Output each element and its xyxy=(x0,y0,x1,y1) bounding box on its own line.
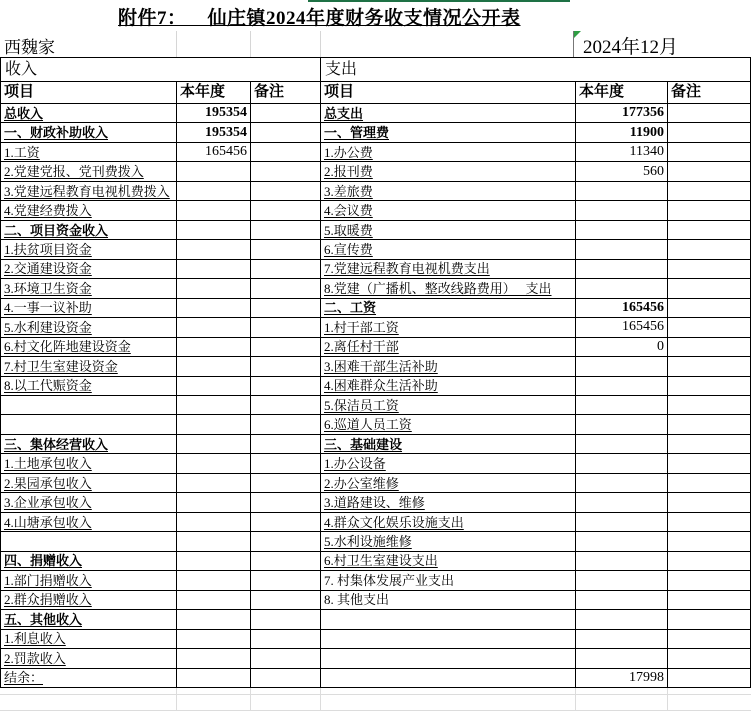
income-item-cell: 2.交通建设资金 xyxy=(1,260,177,279)
income-note-cell xyxy=(251,435,321,454)
income-note-cell xyxy=(251,396,321,415)
expense-item-cell: 7. 村集体发展产业支出 xyxy=(321,571,576,590)
expense-item-cell xyxy=(321,649,576,668)
expense-note-cell xyxy=(668,279,751,298)
income-value-cell xyxy=(177,552,251,571)
expense-note-cell xyxy=(668,649,751,668)
expense-item-cell: 总支出 xyxy=(321,104,576,123)
cell-note-triangle-icon xyxy=(574,31,581,38)
income-note-cell xyxy=(251,513,321,532)
gridline xyxy=(575,688,576,711)
income-item-cell: 1.利息收入 xyxy=(1,630,177,649)
income-note-cell xyxy=(251,377,321,396)
expense-item-cell: 2.报刊费 xyxy=(321,162,576,181)
expense-note-cell xyxy=(668,182,751,201)
income-item-cell: 2.果园承包收入 xyxy=(1,474,177,493)
income-item-cell: 3.企业承包收入 xyxy=(1,493,177,512)
income-item-cell: 1.扶贫项目资金 xyxy=(1,240,177,259)
income-item-cell: 2.罚款收入 xyxy=(1,649,177,668)
expense-value-cell xyxy=(576,415,668,434)
income-value-cell: 195354 xyxy=(177,123,251,142)
expense-note-cell xyxy=(668,610,751,629)
income-note-cell xyxy=(251,357,321,376)
expense-value-cell: 165456 xyxy=(576,318,668,337)
income-item-cell: 1.部门捐赠收入 xyxy=(1,571,177,590)
income-value-cell xyxy=(177,240,251,259)
income-value-cell xyxy=(177,357,251,376)
income-value-cell: 165456 xyxy=(177,143,251,162)
income-value-cell xyxy=(177,279,251,298)
income-value-cell xyxy=(177,454,251,473)
expense-note-cell xyxy=(668,162,751,181)
expense-note-cell xyxy=(668,357,751,376)
income-item-cell: 2.群众捐赠收入 xyxy=(1,591,177,610)
income-value-cell xyxy=(177,221,251,240)
expense-note-cell xyxy=(668,240,751,259)
income-item-cell: 三、集体经营收入 xyxy=(1,435,177,454)
finance-table xyxy=(0,57,751,688)
income-value-cell xyxy=(177,162,251,181)
income-value-cell xyxy=(177,182,251,201)
gridline xyxy=(320,31,321,57)
expense-note-cell xyxy=(668,318,751,337)
expense-note-cell xyxy=(668,104,751,123)
income-value-cell xyxy=(177,669,251,688)
expense-note-cell xyxy=(668,396,751,415)
income-section-header: 收入 xyxy=(1,58,321,82)
expense-item-cell: 8.党建（广播机、整改线路费用） 支出 xyxy=(321,279,576,298)
gridline xyxy=(176,688,177,711)
income-value-cell xyxy=(177,610,251,629)
expense-item-cell: 8. 其他支出 xyxy=(321,591,576,610)
income-note-cell xyxy=(251,162,321,181)
page-title: 附件7： 仙庄镇2024年度财务收支情况公开表 xyxy=(118,8,521,29)
expense-value-cell: 177356 xyxy=(576,104,668,123)
expense-value-cell xyxy=(576,571,668,590)
expense-note-cell xyxy=(668,435,751,454)
gridline xyxy=(320,688,321,711)
income-year-column-header: 本年度 xyxy=(177,82,251,104)
income-value-cell xyxy=(177,318,251,337)
expense-note-cell xyxy=(668,143,751,162)
expense-item-cell: 2.办公室维修 xyxy=(321,474,576,493)
expense-item-cell: 1.村干部工资 xyxy=(321,318,576,337)
period-cell xyxy=(573,31,750,57)
expense-note-cell xyxy=(668,454,751,473)
income-value-cell xyxy=(177,260,251,279)
expense-item-cell: 4.群众文化娱乐设施支出 xyxy=(321,513,576,532)
expense-value-cell: 11900 xyxy=(576,123,668,142)
income-item-cell xyxy=(1,415,177,434)
gridline xyxy=(667,688,668,711)
income-value-cell xyxy=(177,396,251,415)
expense-value-cell xyxy=(576,532,668,551)
income-note-cell xyxy=(251,240,321,259)
expense-note-cell xyxy=(668,532,751,551)
gridline xyxy=(250,688,251,711)
expense-item-cell: 6.宣传费 xyxy=(321,240,576,259)
expense-note-cell xyxy=(668,552,751,571)
income-item-cell: 8.以工代赈资金 xyxy=(1,377,177,396)
income-note-cell xyxy=(251,415,321,434)
expense-value-cell xyxy=(576,552,668,571)
expense-item-cell: 3.困难干部生活补助 xyxy=(321,357,576,376)
income-item-cell: 4.一事一议补助 xyxy=(1,299,177,318)
income-value-cell xyxy=(177,532,251,551)
income-note-cell xyxy=(251,299,321,318)
expense-value-cell xyxy=(576,377,668,396)
income-note-column-header: 备注 xyxy=(251,82,321,104)
expense-value-cell xyxy=(576,435,668,454)
income-item-cell: 1.工资 xyxy=(1,143,177,162)
income-note-cell xyxy=(251,182,321,201)
gridline xyxy=(176,31,177,57)
expense-note-cell xyxy=(668,377,751,396)
income-note-cell xyxy=(251,279,321,298)
expense-note-cell xyxy=(668,201,751,220)
expense-value-cell xyxy=(576,201,668,220)
expense-item-cell: 5.保洁员工资 xyxy=(321,396,576,415)
period-label: 2024年12月 xyxy=(583,37,679,58)
income-value-cell xyxy=(177,474,251,493)
income-item-cell: 二、项目资金收入 xyxy=(1,221,177,240)
income-value-cell xyxy=(177,591,251,610)
income-item-cell: 1.土地承包收入 xyxy=(1,454,177,473)
income-note-cell xyxy=(251,454,321,473)
expense-item-column-header: 项目 xyxy=(321,82,576,104)
expense-item-cell: 7.党建远程教育电视机费支出 xyxy=(321,260,576,279)
income-value-cell xyxy=(177,571,251,590)
expense-item-cell: 6.村卫生室建设支出 xyxy=(321,552,576,571)
expense-note-cell xyxy=(668,630,751,649)
income-item-cell: 4.山塘承包收入 xyxy=(1,513,177,532)
income-item-cell: 6.村文化阵地建设资金 xyxy=(1,338,177,357)
income-value-cell xyxy=(177,201,251,220)
expense-value-cell xyxy=(576,240,668,259)
income-item-cell: 五、其他收入 xyxy=(1,610,177,629)
expense-value-cell xyxy=(576,513,668,532)
expense-item-cell: 5.水利设施维修 xyxy=(321,532,576,551)
expense-note-cell xyxy=(668,221,751,240)
expense-item-cell: 1.办公设备 xyxy=(321,454,576,473)
expense-note-cell xyxy=(668,123,751,142)
expense-value-cell xyxy=(576,182,668,201)
expense-year-column-header: 本年度 xyxy=(576,82,668,104)
expense-value-cell: 17998 xyxy=(576,669,668,688)
expense-value-cell xyxy=(576,260,668,279)
income-note-cell xyxy=(251,630,321,649)
expense-note-cell xyxy=(668,669,751,688)
income-note-cell xyxy=(251,610,321,629)
expense-item-cell: 二、工资 xyxy=(321,299,576,318)
expense-value-cell xyxy=(576,221,668,240)
income-item-cell: 5.水利建设资金 xyxy=(1,318,177,337)
income-item-cell: 7.村卫生室建设资金 xyxy=(1,357,177,376)
income-value-cell xyxy=(177,299,251,318)
expense-value-cell xyxy=(576,493,668,512)
income-item-cell: 总收入 xyxy=(1,104,177,123)
gridline xyxy=(0,694,751,695)
expense-item-cell: 3.道路建设、维修 xyxy=(321,493,576,512)
income-value-cell xyxy=(177,415,251,434)
expense-value-cell xyxy=(576,279,668,298)
expense-item-cell xyxy=(321,669,576,688)
expense-section-header: 支出 xyxy=(321,58,751,82)
income-note-cell xyxy=(251,493,321,512)
income-note-cell xyxy=(251,201,321,220)
income-note-cell xyxy=(251,532,321,551)
expense-item-cell: 5.取暖费 xyxy=(321,221,576,240)
expense-item-cell: 1.办公费 xyxy=(321,143,576,162)
expense-item-cell: 一、管理费 xyxy=(321,123,576,142)
income-value-cell xyxy=(177,649,251,668)
expense-value-cell: 165456 xyxy=(576,299,668,318)
expense-value-cell xyxy=(576,454,668,473)
income-note-cell xyxy=(251,669,321,688)
income-item-cell: 2.党建党报、党刊费拨入 xyxy=(1,162,177,181)
expense-value-cell xyxy=(576,630,668,649)
expense-note-column-header: 备注 xyxy=(668,82,751,104)
expense-note-cell xyxy=(668,571,751,590)
income-note-cell xyxy=(251,123,321,142)
expense-value-cell: 0 xyxy=(576,338,668,357)
expense-value-cell xyxy=(576,591,668,610)
income-item-cell: 4.党建经费拨入 xyxy=(1,201,177,220)
gridline xyxy=(250,31,251,57)
income-note-cell xyxy=(251,338,321,357)
expense-value-cell xyxy=(576,610,668,629)
expense-item-cell: 3.差旅费 xyxy=(321,182,576,201)
expense-value-cell: 11340 xyxy=(576,143,668,162)
income-item-cell xyxy=(1,396,177,415)
income-item-cell: 结余： xyxy=(1,669,177,688)
expense-note-cell xyxy=(668,493,751,512)
expense-item-cell: 6.巡道人员工资 xyxy=(321,415,576,434)
expense-item-cell: 三、基础建设 xyxy=(321,435,576,454)
income-item-cell: 3.环境卫生资金 xyxy=(1,279,177,298)
income-note-cell xyxy=(251,552,321,571)
income-value-cell xyxy=(177,513,251,532)
income-note-cell xyxy=(251,591,321,610)
income-item-cell: 四、捐赠收入 xyxy=(1,552,177,571)
expense-note-cell xyxy=(668,513,751,532)
expense-note-cell xyxy=(668,299,751,318)
expense-value-cell xyxy=(576,357,668,376)
top-accent-line xyxy=(308,0,570,2)
income-note-cell xyxy=(251,260,321,279)
income-value-cell: 195354 xyxy=(177,104,251,123)
income-value-cell xyxy=(177,630,251,649)
expense-item-cell: 2.离任村干部 xyxy=(321,338,576,357)
income-value-cell xyxy=(177,435,251,454)
income-note-cell xyxy=(251,221,321,240)
expense-value-cell xyxy=(576,649,668,668)
income-item-cell xyxy=(1,532,177,551)
expense-item-cell: 4.困难群众生活补助 xyxy=(321,377,576,396)
village-name: 西魏家 xyxy=(4,38,55,57)
expense-note-cell xyxy=(668,474,751,493)
income-note-cell xyxy=(251,318,321,337)
income-note-cell xyxy=(251,143,321,162)
income-note-cell xyxy=(251,474,321,493)
expense-value-cell: 560 xyxy=(576,162,668,181)
expense-note-cell xyxy=(668,591,751,610)
expense-item-cell xyxy=(321,630,576,649)
expense-note-cell xyxy=(668,260,751,279)
income-note-cell xyxy=(251,571,321,590)
income-value-cell xyxy=(177,338,251,357)
income-item-column-header: 项目 xyxy=(1,82,177,104)
income-value-cell xyxy=(177,377,251,396)
income-item-cell: 3.党建远程教育电视机费拨入 xyxy=(1,182,177,201)
income-item-cell: 一、财政补助收入 xyxy=(1,123,177,142)
expense-note-cell xyxy=(668,338,751,357)
expense-value-cell xyxy=(576,474,668,493)
expense-note-cell xyxy=(668,415,751,434)
expense-item-cell xyxy=(321,610,576,629)
income-value-cell xyxy=(177,493,251,512)
expense-value-cell xyxy=(576,396,668,415)
expense-item-cell: 4.会议费 xyxy=(321,201,576,220)
income-note-cell xyxy=(251,649,321,668)
income-note-cell xyxy=(251,104,321,123)
